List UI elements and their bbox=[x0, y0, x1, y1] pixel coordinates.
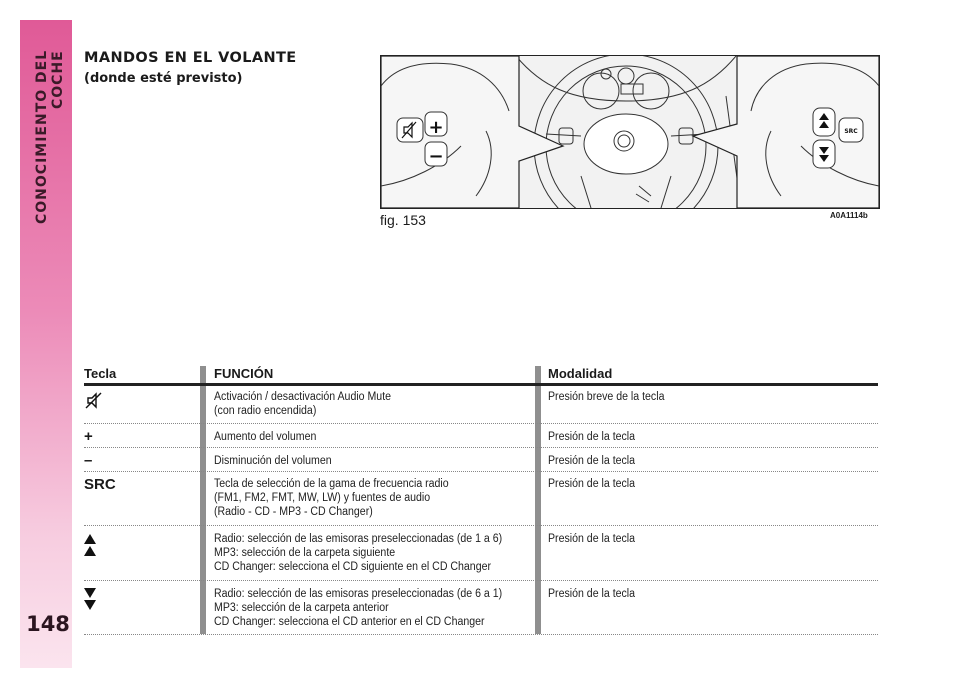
header-key: Tecla bbox=[84, 366, 117, 381]
row-4-key: SRC bbox=[84, 476, 116, 493]
row-4-function: Tecla de selección de la gama de frecuencia radio (FM1, FM2, FMT, MW, LW) y fuentes de audio (Radio - CD - MP3 - CD Changer) bbox=[214, 478, 449, 518]
row-3-key: – bbox=[84, 452, 93, 469]
page-number: 148 bbox=[26, 612, 70, 636]
header-rule bbox=[84, 383, 878, 386]
row-6-mode: Presión de la tecla bbox=[548, 588, 636, 600]
steering-wheel-figure bbox=[380, 55, 880, 209]
plus-glyph: + bbox=[428, 117, 444, 138]
row-5-mode: Presión de la tecla bbox=[548, 533, 636, 545]
row-divider bbox=[84, 447, 878, 448]
row-3-function: Disminución del volumen bbox=[214, 455, 332, 467]
row-2-mode: Presión de la tecla bbox=[548, 431, 636, 443]
mute-speaker-icon bbox=[84, 392, 104, 410]
row-6-function: Radio: selección de las emisoras preseleccionadas (de 6 a 1) MP3: selección de la carpeta anterior CD Changer: selecciona el CD anterior en el CD Changer bbox=[214, 588, 503, 628]
row-1-function: Activación / desactivación Audio Mute (con radio encendida) bbox=[214, 391, 392, 417]
figure-label: fig. 153 bbox=[380, 212, 426, 228]
minus-glyph: − bbox=[428, 146, 444, 167]
steering-wheel-illustration bbox=[381, 56, 879, 208]
row-divider bbox=[84, 423, 878, 424]
page-title: MANDOS EN EL VOLANTE bbox=[84, 50, 297, 66]
src-glyph: SRC bbox=[844, 128, 858, 135]
figure-code: A0A1114b bbox=[830, 211, 868, 220]
row-divider bbox=[84, 580, 878, 581]
row-2-key: + bbox=[84, 428, 93, 445]
row-divider bbox=[84, 525, 878, 526]
column-divider-2 bbox=[535, 366, 541, 634]
row-divider bbox=[84, 471, 878, 472]
row-2-function: Aumento del volumen bbox=[214, 431, 317, 443]
double-up-triangle-icon bbox=[84, 534, 98, 558]
column-divider-1 bbox=[200, 366, 206, 634]
row-5-function: Radio: selección de las emisoras preseleccionadas (de 1 a 6) MP3: selección de la carpeta siguiente CD Changer: selecciona el CD siguiente en el CD Changer bbox=[214, 533, 503, 573]
row-4-mode: Presión de la tecla bbox=[548, 478, 636, 490]
section-title: CONOCIMIENTO DEL COCHE bbox=[34, 50, 66, 225]
double-down-triangle-icon bbox=[84, 588, 98, 612]
row-1-mode: Presión breve de la tecla bbox=[548, 391, 665, 403]
row-3-mode: Presión de la tecla bbox=[548, 455, 636, 467]
header-mode: Modalidad bbox=[548, 366, 613, 381]
page-subtitle: (donde esté previsto) bbox=[84, 71, 243, 86]
row-divider bbox=[84, 634, 878, 635]
header-function: FUNCIÓN bbox=[214, 366, 274, 381]
